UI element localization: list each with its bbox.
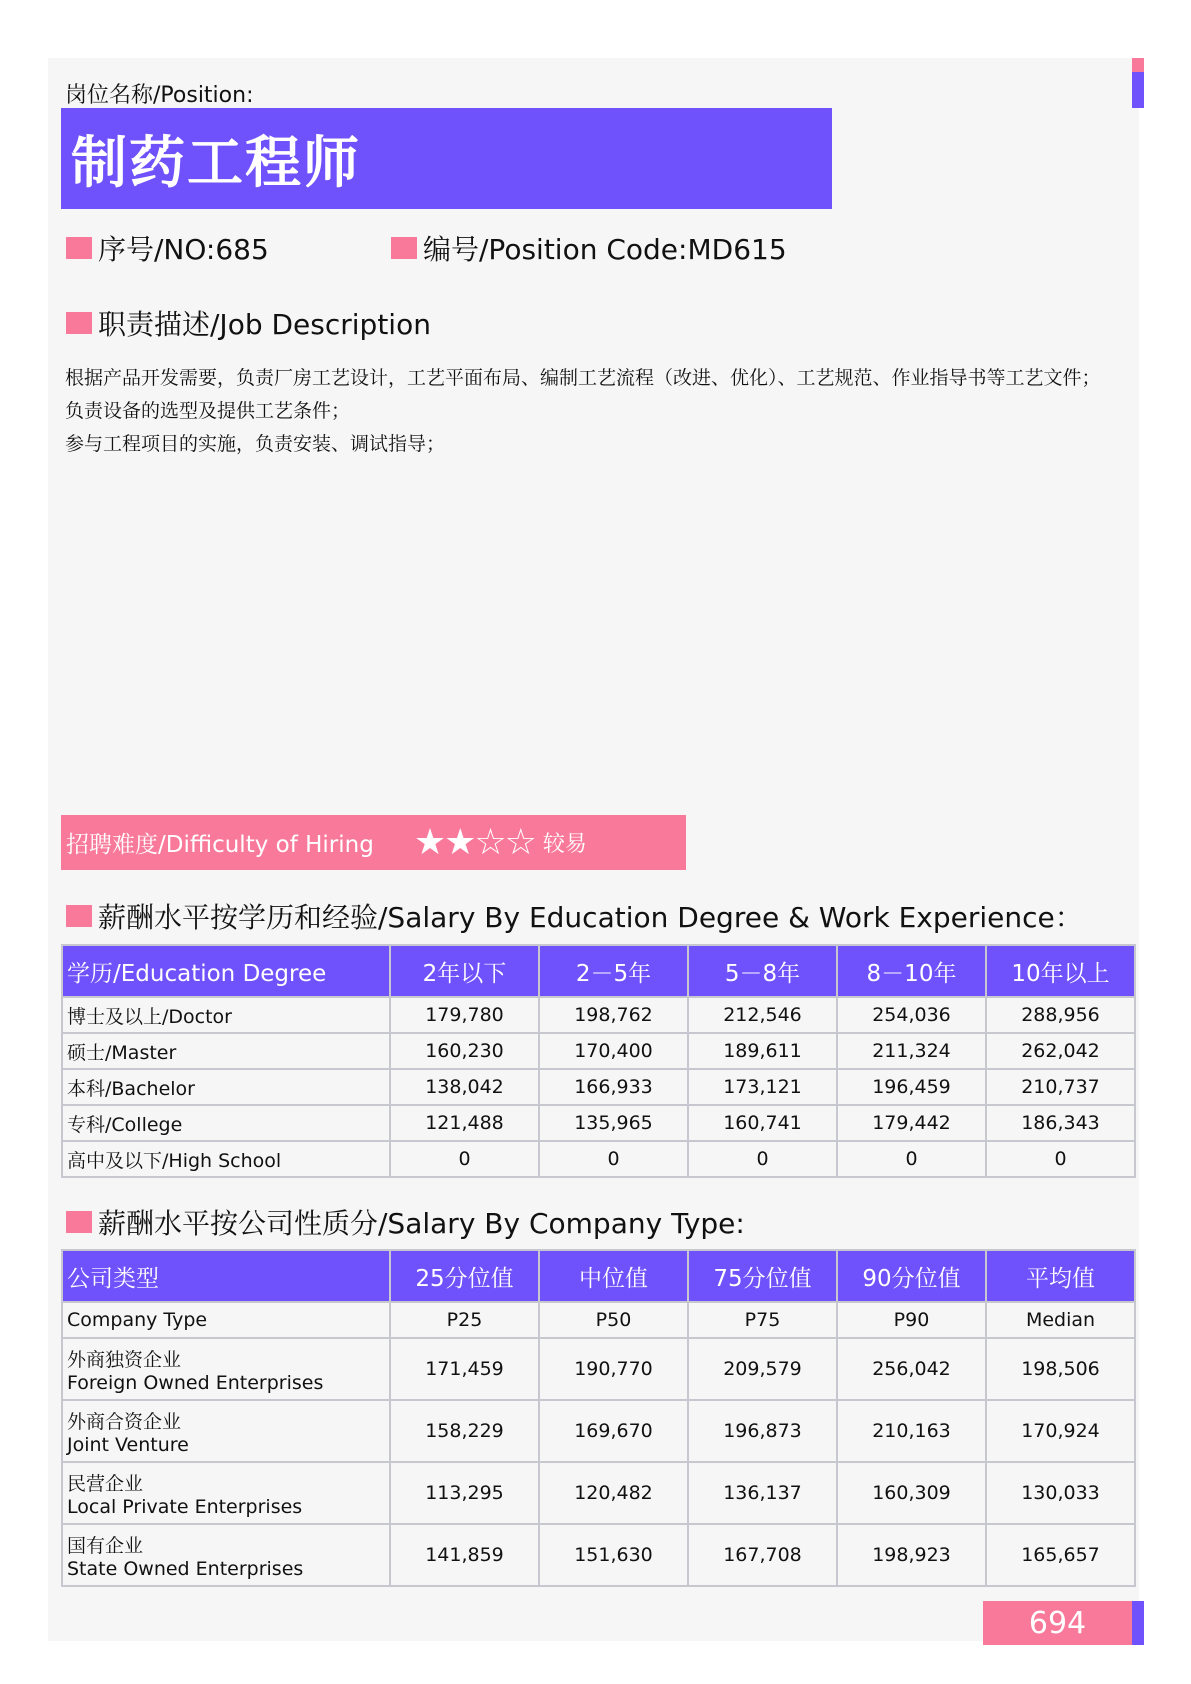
table-row — [62, 997, 1135, 1033]
table-cell: 179,780 — [390, 997, 539, 1033]
table-row — [62, 1033, 1135, 1069]
table-cell — [62, 1400, 390, 1462]
table-header-cell: 中位值 — [539, 1250, 688, 1302]
table-cell: 169,670 — [539, 1400, 688, 1462]
table-cell: 198,923 — [837, 1524, 986, 1586]
job-description-line: 负责设备的选型及提供工艺条件； — [65, 400, 351, 422]
table-cell: 138,042 — [390, 1069, 539, 1105]
job-description-line: 参与工程项目的实施，负责安装、调试指导； — [65, 433, 446, 455]
table-cell: 198,762 — [539, 997, 688, 1033]
edu-salary-heading — [66, 896, 1083, 936]
table-cell: 262,042 — [986, 1033, 1135, 1069]
edu-salary-table — [61, 944, 1136, 1178]
table-cell: 190,770 — [539, 1338, 688, 1400]
table-header-cell: 10年以上 — [986, 945, 1135, 997]
table-cell: 171,459 — [390, 1338, 539, 1400]
table-row — [62, 1105, 1135, 1141]
table-header-row — [62, 945, 1135, 997]
table-cell: 212,546 — [688, 997, 837, 1033]
bullet-square-icon — [66, 905, 92, 927]
table-cell: 120,482 — [539, 1462, 688, 1524]
page-number-accent — [1132, 1601, 1144, 1645]
table-cell: 196,873 — [688, 1400, 837, 1462]
company-type-en: Joint Venture — [67, 1433, 189, 1456]
table-cell: 211,324 — [837, 1033, 986, 1069]
bullet-square-icon — [66, 237, 92, 259]
table-header-cell: 2年以下 — [390, 945, 539, 997]
table-cell: 135,965 — [539, 1105, 688, 1141]
table-header-cell: 5－8年 — [688, 945, 837, 997]
company-salary-heading — [66, 1202, 745, 1242]
code-heading — [391, 228, 787, 268]
table-header-cell: 学历/Education Degree — [62, 945, 390, 997]
company-type-en: Local Private Enterprises — [67, 1495, 303, 1518]
job-description-line: 根据产品开发需要，负责厂房工艺设计，工艺平面布局、编制工艺流程（改进、优化）、工艺规范、作业指导书等工艺文件； — [65, 367, 1101, 389]
table-cell: 166,933 — [539, 1069, 688, 1105]
table-subheader-row — [62, 1302, 1135, 1338]
table-cell — [62, 1338, 390, 1400]
table-cell: 160,309 — [837, 1462, 986, 1524]
table-cell: P75 — [688, 1302, 837, 1338]
table-row — [62, 1338, 1135, 1400]
table-header-row — [62, 1250, 1135, 1302]
table-cell: 210,163 — [837, 1400, 986, 1462]
table-cell: 136,137 — [688, 1462, 837, 1524]
table-cell: 170,924 — [986, 1400, 1135, 1462]
hiring-difficulty-bar — [61, 815, 686, 870]
hiring-difficulty-label: 招聘难度/Difficulty of Hiring — [66, 832, 374, 858]
title-banner — [61, 108, 832, 209]
table-row — [62, 1400, 1135, 1462]
corner-accent-purple — [1132, 72, 1144, 108]
company-type-en: State Owned Enterprises — [67, 1557, 304, 1580]
no-heading — [66, 228, 269, 268]
company-type-cn: 国有企业 — [67, 1534, 144, 1557]
job-description-title: 职责描述/Job Description — [98, 308, 431, 341]
table-cell: 160,230 — [390, 1033, 539, 1069]
table-row — [62, 1069, 1135, 1105]
job-description-text — [65, 362, 1135, 461]
table-header-cell: 25分位值 — [390, 1250, 539, 1302]
table-cell — [62, 1462, 390, 1524]
table-cell: 189,611 — [688, 1033, 837, 1069]
table-cell: 288,956 — [986, 997, 1135, 1033]
table-cell: 160,741 — [688, 1105, 837, 1141]
table-cell: 113,295 — [390, 1462, 539, 1524]
table-cell: 高中及以下/High School — [62, 1141, 390, 1177]
table-cell: Median — [986, 1302, 1135, 1338]
table-cell: 254,036 — [837, 997, 986, 1033]
table-row — [62, 1462, 1135, 1524]
table-cell: 210,737 — [986, 1069, 1135, 1105]
table-cell: 170,400 — [539, 1033, 688, 1069]
table-header-cell: 2－5年 — [539, 945, 688, 997]
company-type-en: Foreign Owned Enterprises — [67, 1371, 324, 1394]
table-cell — [62, 1524, 390, 1586]
table-cell: 专科/College — [62, 1105, 390, 1141]
table-cell: 186,343 — [986, 1105, 1135, 1141]
corner-accent-pink — [1132, 58, 1144, 72]
table-header-cell: 8－10年 — [837, 945, 986, 997]
edu-salary-title: 薪酬水平按学历和经验/Salary By Education Degree & Work Experience： — [98, 901, 1083, 934]
company-salary-title: 薪酬水平按公司性质分/Salary By Company Type: — [98, 1207, 745, 1240]
table-header-cell: 75分位值 — [688, 1250, 837, 1302]
table-cell: 165,657 — [986, 1524, 1135, 1586]
star-rating-icon: ★★☆☆ — [413, 822, 535, 863]
table-cell: 167,708 — [688, 1524, 837, 1586]
page-title: 制药工程师 — [71, 130, 361, 196]
table-cell: P25 — [390, 1302, 539, 1338]
table-header-cell: 公司类型 — [62, 1250, 390, 1302]
table-cell: 198,506 — [986, 1338, 1135, 1400]
company-salary-table — [61, 1249, 1136, 1587]
bullet-square-icon — [66, 1211, 92, 1233]
company-type-cn: 外商独资企业 — [67, 1348, 182, 1371]
table-cell: 179,442 — [837, 1105, 986, 1141]
table-cell: P50 — [539, 1302, 688, 1338]
table-cell: 本科/Bachelor — [62, 1069, 390, 1105]
table-cell: 121,488 — [390, 1105, 539, 1141]
table-cell: 256,042 — [837, 1338, 986, 1400]
table-row — [62, 1141, 1135, 1177]
table-header-cell: 平均值 — [986, 1250, 1135, 1302]
code-label: 编号/Position Code:MD615 — [423, 233, 787, 266]
no-label: 序号/NO:685 — [98, 233, 269, 266]
table-cell: 0 — [986, 1141, 1135, 1177]
table-cell: 209,579 — [688, 1338, 837, 1400]
table-cell: 0 — [539, 1141, 688, 1177]
table-cell: 130,033 — [986, 1462, 1135, 1524]
hiring-difficulty-level: 较易 — [542, 832, 587, 857]
table-cell: P90 — [837, 1302, 986, 1338]
page-number: 694 — [983, 1601, 1132, 1645]
company-type-cn: 民营企业 — [67, 1472, 144, 1495]
table-cell: 0 — [688, 1141, 837, 1177]
table-cell: 196,459 — [837, 1069, 986, 1105]
bullet-square-icon — [391, 237, 417, 259]
table-cell: 151,630 — [539, 1524, 688, 1586]
table-cell: 158,229 — [390, 1400, 539, 1462]
table-cell: 0 — [390, 1141, 539, 1177]
table-cell: 硕士/Master — [62, 1033, 390, 1069]
job-description-heading — [66, 303, 431, 343]
table-cell: 博士及以上/Doctor — [62, 997, 390, 1033]
table-cell: 0 — [837, 1141, 986, 1177]
company-type-cn: 外商合资企业 — [67, 1410, 182, 1433]
bullet-square-icon — [66, 312, 92, 334]
table-header-cell: 90分位值 — [837, 1250, 986, 1302]
table-cell: Company Type — [62, 1302, 390, 1338]
table-row — [62, 1524, 1135, 1586]
table-cell: 141,859 — [390, 1524, 539, 1586]
table-cell: 173,121 — [688, 1069, 837, 1105]
position-label: 岗位名称/Position: — [65, 83, 254, 108]
